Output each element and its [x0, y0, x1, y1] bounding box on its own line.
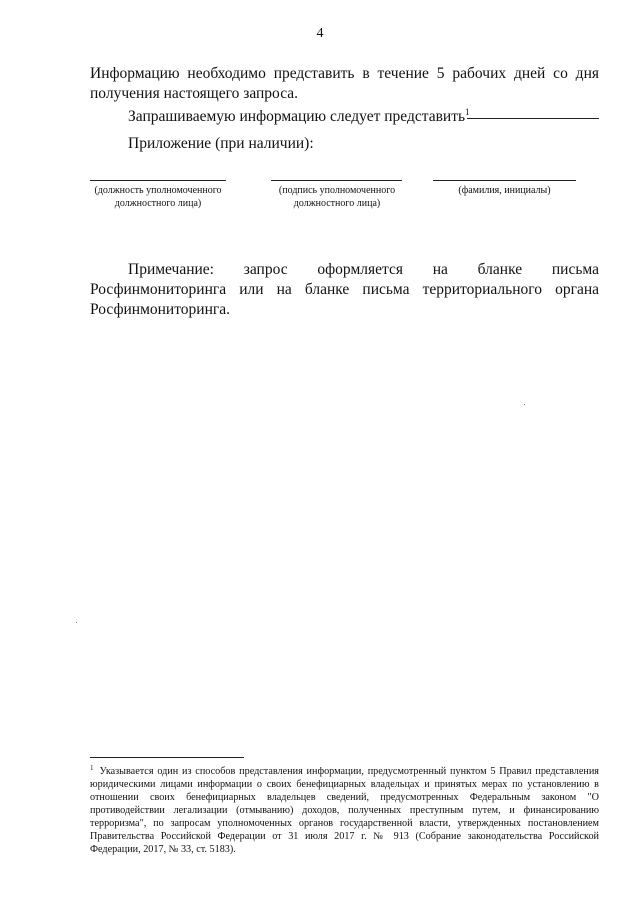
sign-signature-line: [271, 180, 402, 181]
footnote: [90, 762, 599, 856]
position-signature-line: [90, 180, 226, 181]
scan-speck: [76, 622, 77, 623]
page-number: 4: [316, 26, 324, 41]
footnote-separator: [90, 757, 244, 758]
footnote-mark: 1: [90, 764, 94, 772]
scan-speck: [524, 404, 525, 405]
info-deadline-paragraph: Информацию необходимо представить в течение 5 рабочих дней со дня получения настоящего запроса.: [90, 65, 599, 102]
name-caption: (фамилия, инициалы): [458, 185, 551, 196]
request-method-blank: [467, 118, 599, 119]
sign-caption: (подпись уполномоченного должностного лица): [278, 185, 396, 209]
position-caption: (должность уполномоченного должностного лица): [94, 185, 222, 209]
request-method-text: Запрашиваемую информацию следует представить: [128, 108, 466, 125]
name-signature-line: [433, 180, 576, 181]
footnote-text: Указывается один из способов представления информации, предусмотренный пунктом 5 Правил представления юридическими лицами информации о своих бенефициарных владельцах и принятых мерах по установлению в отношении своих бенефициарных владельцев сведений, предусмотренных Федеральным законом "О противодействии легализации (отмыванию) доходов, полученных преступным путем, и финансированию терроризма", по запросам уполномоченных органов государственной власти, утвержденных постановлением Правительства Российской Федерации от 31 июля 2017 г. № 913 (Собрание законодательства Российской Федерации, 2017, № 33, ст. 5183).: [90, 766, 599, 855]
footnote-reference: 1: [465, 107, 470, 117]
request-method-line: [128, 102, 470, 127]
note-paragraph: Примечание: запрос оформляется на бланке письма Росфинмониторинга или на бланке письма территориального органа Росфинмониторинга.: [90, 261, 599, 318]
attachment-label: Приложение (при наличии):: [128, 135, 314, 152]
